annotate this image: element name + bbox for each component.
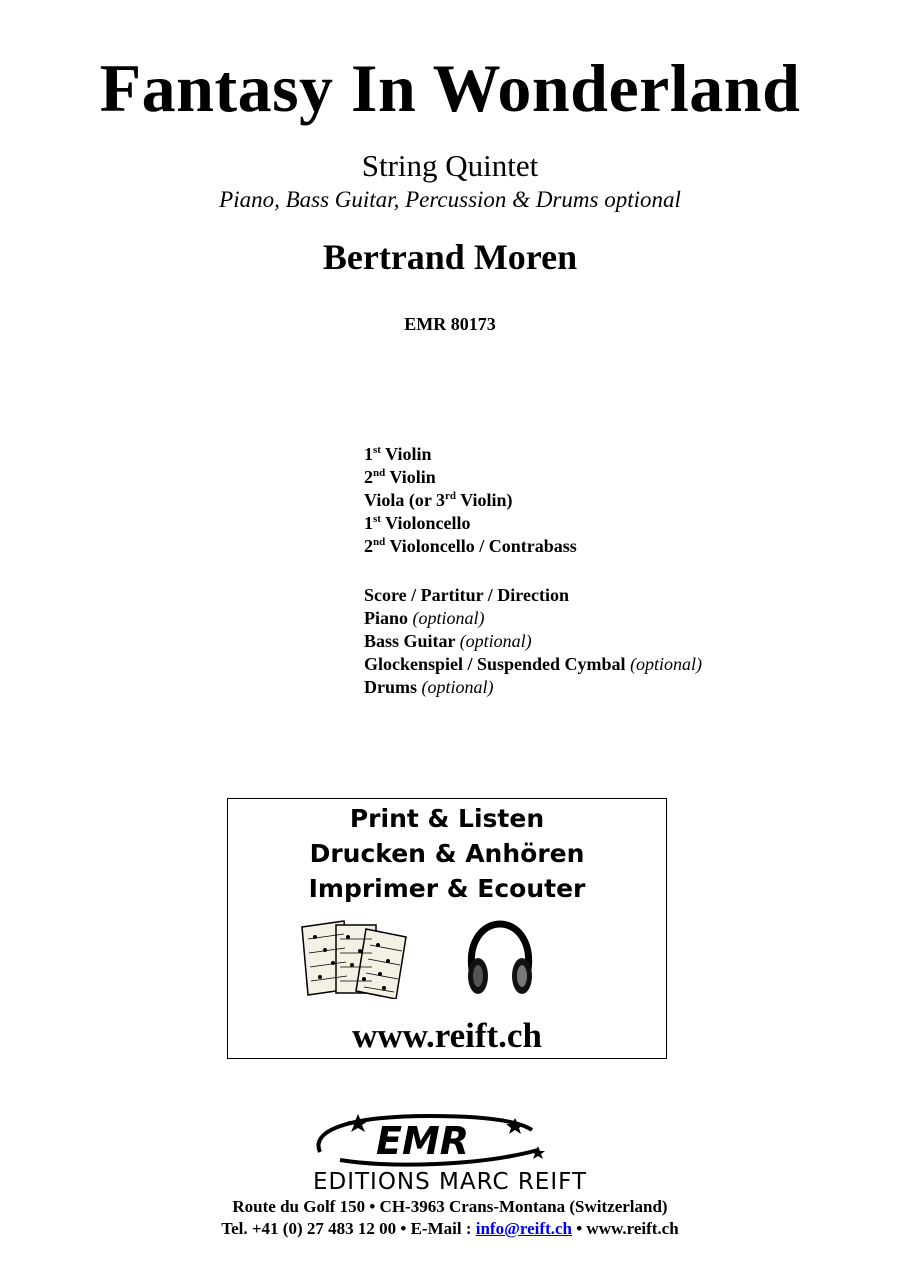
part-item: 1st Violin <box>364 444 432 464</box>
promo-line-german: Drucken & Anhören <box>309 839 585 868</box>
promo-line-english: Print & Listen <box>349 804 545 833</box>
part-item: Bass Guitar (optional) <box>364 631 532 651</box>
publisher-name: EDITIONS MARC REIFT <box>312 1169 588 1195</box>
part-item: 2nd Violoncello / Contrabass <box>364 536 577 556</box>
website-url[interactable]: www.reift.ch <box>352 1016 542 1055</box>
composer-name: Bertrand Moren <box>322 237 578 277</box>
part-item: Piano (optional) <box>364 608 485 628</box>
page-title: Fantasy In Wonderland <box>99 50 801 126</box>
promo-line-french: Imprimer & Ecouter <box>308 874 586 903</box>
publisher-contact <box>0 1219 900 1239</box>
part-item: Drums (optional) <box>364 677 494 697</box>
website-text: • www.reift.ch <box>571 1219 679 1238</box>
part-item: Viola (or 3rd Violin) <box>364 490 513 510</box>
part-item: Glockenspiel / Suspended Cymbal (optional) <box>364 654 703 674</box>
emr-logo <box>310 1110 550 1170</box>
subtitle: String Quintet <box>361 148 539 183</box>
publisher-address: Route du Golf 150 • CH-3963 Crans-Montana (Switzerland) <box>232 1197 668 1216</box>
headphones-icon <box>464 920 536 1000</box>
print-listen-box <box>227 798 667 1059</box>
phone-text: Tel. +41 (0) 27 483 12 00 • E-Mail : <box>221 1219 476 1238</box>
part-item: 2nd Violin <box>364 467 436 487</box>
instrumentation-note: Piano, Bass Guitar, Percussion & Drums optional <box>219 187 681 212</box>
part-item: Score / Partitur / Direction <box>364 585 569 605</box>
part-item: 1st Violoncello <box>364 513 471 533</box>
catalog-number: EMR 80173 <box>404 314 496 334</box>
emr-logo-text: EMR <box>376 1119 470 1163</box>
string-parts-list <box>364 443 577 558</box>
email-link[interactable]: info@reift.ch <box>475 1219 572 1238</box>
sheet-music-icon <box>300 919 410 999</box>
additional-parts-list <box>364 584 702 699</box>
